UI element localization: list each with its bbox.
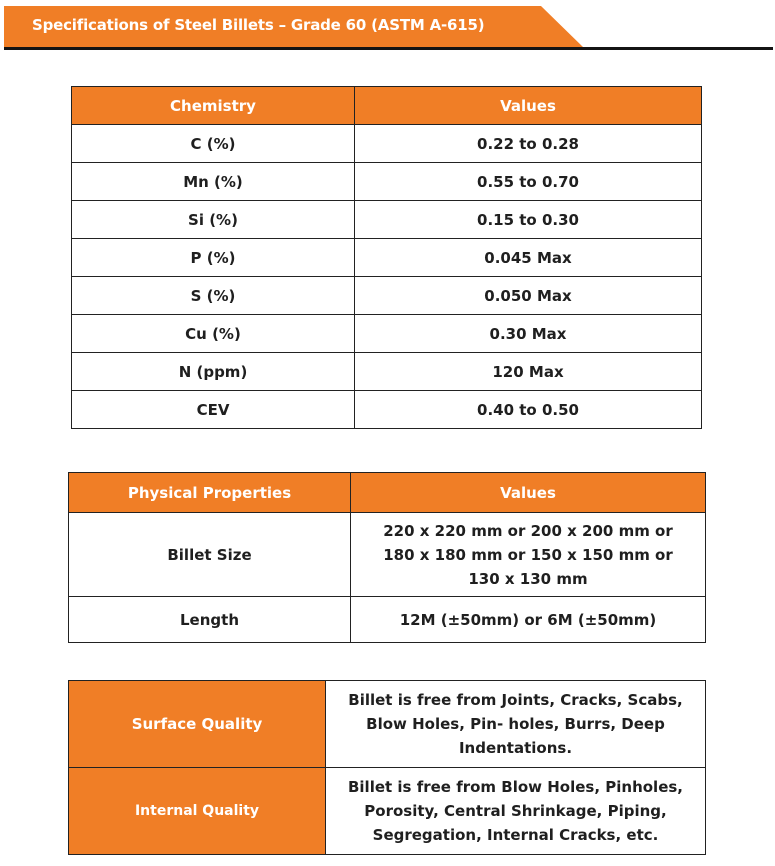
page-title: Specifications of Steel Billets – Grade 60 (ASTM A-615)	[32, 16, 485, 34]
table-row	[72, 201, 702, 239]
element-cell: Mn (%)	[72, 163, 355, 201]
value-cell: 0.050 Max	[355, 277, 702, 315]
value-cell: 0.30 Max	[355, 315, 702, 353]
table-row	[69, 597, 706, 643]
table-row	[72, 315, 702, 353]
title-underline	[4, 47, 773, 50]
element-cell: Cu (%)	[72, 315, 355, 353]
value-cell: 120 Max	[355, 353, 702, 391]
table-row	[69, 513, 706, 597]
column-header: Values	[351, 473, 706, 513]
element-cell: P (%)	[72, 239, 355, 277]
table-row	[72, 239, 702, 277]
table-header-row	[69, 473, 706, 513]
value-line: Blow Holes, Pin- holes, Burrs, Deep	[366, 715, 665, 733]
element-cell: C (%)	[72, 125, 355, 163]
table-row	[69, 768, 706, 855]
value-cell	[351, 597, 706, 643]
value-cell	[326, 768, 706, 855]
element-cell: CEV	[72, 391, 355, 429]
value-line: 130 x 130 mm	[468, 569, 588, 588]
property-cell: Length	[69, 597, 351, 643]
value-line: 180 x 180 mm or 150 x 150 mm or	[383, 545, 673, 564]
quality-table	[68, 680, 706, 855]
value-line: Segregation, Internal Cracks, etc.	[372, 826, 659, 844]
column-header: Values	[355, 87, 702, 125]
physical-properties-table	[68, 472, 706, 643]
quality-label-cell: Internal Quality	[69, 768, 326, 855]
table-row	[72, 125, 702, 163]
value-line: 220 x 220 mm or 200 x 200 mm or	[383, 521, 673, 540]
table-row	[72, 391, 702, 429]
value-line: Billet is free from Joints, Cracks, Scabs,	[348, 691, 683, 709]
element-cell: S (%)	[72, 277, 355, 315]
quality-label-cell: Surface Quality	[69, 681, 326, 768]
table-header-row	[72, 87, 702, 125]
table-row	[72, 277, 702, 315]
value-cell: 0.15 to 0.30	[355, 201, 702, 239]
chemistry-table	[71, 86, 702, 429]
value-line: 12M (±50mm) or 6M (±50mm)	[399, 610, 657, 629]
value-cell	[351, 513, 706, 597]
value-cell	[326, 681, 706, 768]
element-cell: Si (%)	[72, 201, 355, 239]
table-row	[72, 163, 702, 201]
table-row	[69, 681, 706, 768]
table-row	[72, 353, 702, 391]
value-cell: 0.40 to 0.50	[355, 391, 702, 429]
element-cell: N (ppm)	[72, 353, 355, 391]
value-cell: 0.22 to 0.28	[355, 125, 702, 163]
value-line: Billet is free from Blow Holes, Pinholes,	[347, 778, 683, 796]
value-line: Porosity, Central Shrinkage, Piping,	[364, 802, 667, 820]
value-line: Indentations.	[458, 739, 573, 757]
column-header: Chemistry	[72, 87, 355, 125]
value-cell: 0.045 Max	[355, 239, 702, 277]
property-cell: Billet Size	[69, 513, 351, 597]
value-cell: 0.55 to 0.70	[355, 163, 702, 201]
column-header: Physical Properties	[69, 473, 351, 513]
